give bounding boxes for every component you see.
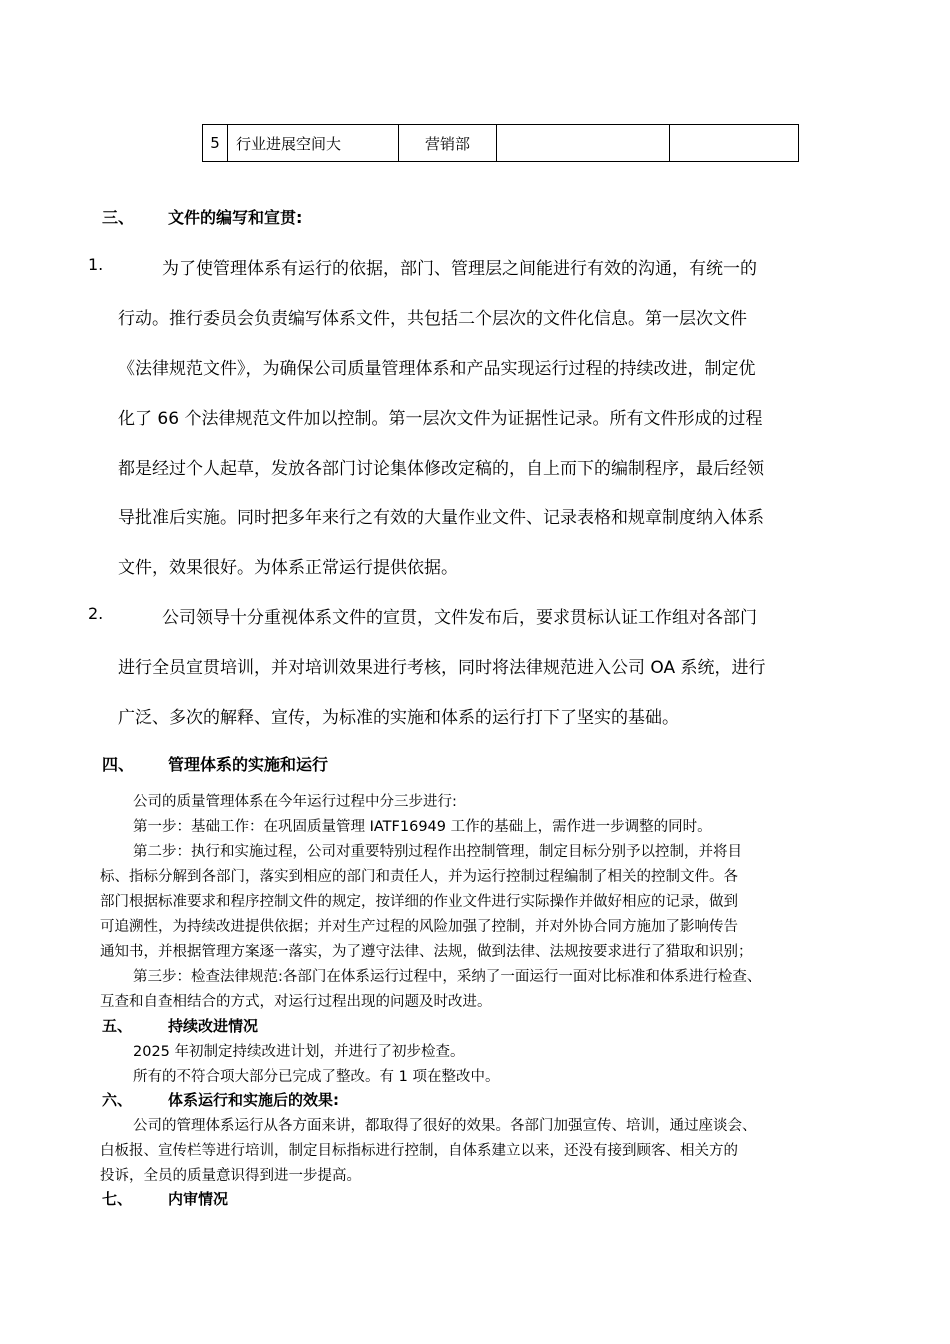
table-cell-dept: 营销部 — [399, 125, 497, 162]
section-3-title: 文件的编写和宣贯: — [168, 208, 303, 227]
paragraph-line: 为了使管理体系有运行的依据，部门、管理层之间能进行有效的沟通，有统一的 — [162, 259, 757, 279]
paragraph-line: 所有的不符合项大部分已完成了整改。有 1 项在整改中。 — [133, 1069, 500, 1085]
section-5-title: 持续改进情况 — [168, 1017, 259, 1035]
table-cell-item: 行业进展空间大 — [228, 125, 399, 162]
section-3-number: 三、 — [102, 208, 135, 227]
paragraph-line: 可追溯性，为持续改进提供依据；并对生产过程的风险加强了控制，并对外协合同方施加了影响传告 — [100, 919, 738, 935]
paragraph-line: 公司的管理体系运行从各方面来讲，都取得了很好的效果。各部门加强宣传、培训，通过座谈会、 — [133, 1118, 757, 1134]
paragraph-line: 2025 年初制定持续改进计划，并进行了初步检查。 — [133, 1044, 465, 1060]
section-6-title: 体系运行和实施后的效果: — [168, 1091, 339, 1109]
paragraph-line: 公司领导十分重视体系文件的宣贯，文件发布后，要求贯标认证工作组对各部门 — [162, 608, 757, 628]
section-4-title: 管理体系的实施和运行 — [168, 755, 329, 774]
paragraph-line: 标、指标分解到各部门，落实到相应的部门和责任人，并为运行控制过程编制了相关的控制文件。各 — [100, 869, 738, 885]
paragraph-line: 第一步：基础工作：在巩固质量管理 IATF16949 工作的基础上，需作进一步调整的同时。 — [133, 819, 712, 835]
paragraph-line: 导批准后实施。同时把多年来行之有效的大量作业文件、记录表格和规章制度纳入体系 — [118, 508, 764, 528]
paragraph-line: 第三步：检查法律规范:各部门在体系运行过程中，采纳了一面运行一面对比标准和体系进行检查、 — [133, 969, 762, 985]
paragraph-line: 投诉，全员的质量意识得到进一步提高。 — [100, 1168, 361, 1184]
section-7-title: 内审情况 — [168, 1190, 229, 1208]
responsibility-table — [202, 124, 799, 162]
list-item-2-number: 2. — [88, 604, 104, 623]
paragraph-line: 部门根据标准要求和程序控制文件的规定，按详细的作业文件进行实际操作并做好相应的记录，做到 — [100, 894, 738, 910]
paragraph-line: 进行全员宣贯培训，并对培训效果进行考核，同时将法律规范进入公司 OA 系统，进行 — [118, 658, 766, 678]
table-row — [203, 125, 799, 162]
table-cell-no: 5 — [203, 125, 228, 162]
section-5-number: 五、 — [102, 1017, 133, 1035]
table-cell-empty — [670, 125, 799, 162]
list-item-1-number: 1. — [88, 255, 104, 274]
table-cell-empty — [497, 125, 670, 162]
paragraph-line: 第二步：执行和实施过程，公司对重要特别过程作出控制管理，制定目标分别予以控制，并将目 — [133, 844, 742, 860]
paragraph-line: 文件，效果很好。为体系正常运行提供依据。 — [118, 558, 458, 578]
paragraph-line: 都是经过个人起草，发放各部门讨论集体修改定稿的，自上而下的编制程序，最后经领 — [118, 459, 764, 479]
paragraph-line: 广泛、多次的解释、宣传，为标准的实施和体系的运行打下了坚实的基础。 — [118, 708, 679, 728]
paragraph-line: 公司的质量管理体系在今年运行过程中分三步进行: — [133, 794, 457, 810]
paragraph-line: 白板报、宣传栏等进行培训，制定目标指标进行控制，自体系建立以来，还没有接到顾客、相关方的 — [100, 1143, 738, 1159]
paragraph-line: 《法律规范文件》，为确保公司质量管理体系和产品实现运行过程的持续改进，制定优 — [118, 359, 756, 379]
section-7-number: 七、 — [102, 1190, 133, 1208]
paragraph-line: 化了 66 个法律规范文件加以控制。第一层次文件为证据性记录。所有文件形成的过程 — [118, 409, 763, 429]
paragraph-line: 互查和自查相结合的方式，对运行过程出现的问题及时改进。 — [100, 994, 492, 1010]
section-4-number: 四、 — [102, 755, 135, 774]
paragraph-line: 行动。推行委员会负责编写体系文件，共包括二个层次的文件化信息。第一层次文件 — [118, 309, 747, 329]
paragraph-line: 通知书，并根据管理方案逐一落实，为了遵守法律、法规，做到法律、法规按要求进行了猎取和识别； — [100, 944, 753, 960]
section-6-number: 六、 — [102, 1091, 133, 1109]
